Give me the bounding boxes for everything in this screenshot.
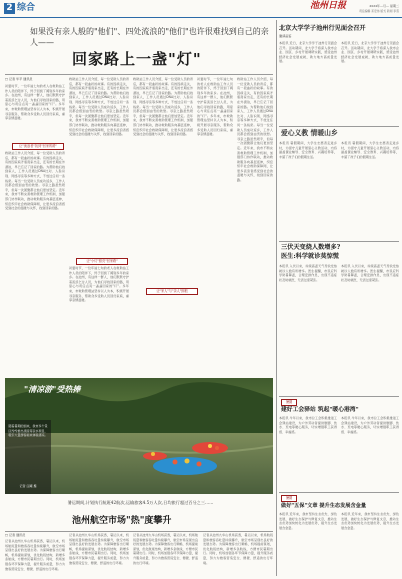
lead-byline: □ 记者 毕平 通讯员 — [5, 77, 33, 81]
story4-tag: 暑期 — [281, 399, 297, 406]
lead-kicker: 如果没有亲人般的"他们"、四处流浪的"他们"也许很难找到自己的亲人—— — [30, 27, 269, 47]
story4-col2: 本报讯 今年以来，我市总工会积极推进工会驿站建设，为户外劳动者提供歇脚、饮水、充电等暖心服务，切实增强职工获得感、幸福感。 — [341, 416, 399, 434]
lead-headline: 回家路上一盏"灯" — [72, 50, 202, 68]
lead-col3-text: 救助站工作人员介绍，每一位受助人员的背后，都有一段曲折的故事。有的因病走失，有的因家庭矛盾离家出走，还有的长期在外漂泊，早已忘记了回家的路。为帮助他们找到家人，工作人员通过DNA比对、人脸识别、网络寻亲等多种方式，不放过任何一条线索。每当一位受助人员成功返乡，工作人员都会感到由衷的欣慰。寻亲之路虽然艰辛，但每一次团聚都让他们更加坚定。近年来，我市不断完善救助管理工作机制，加强部门协作联动，推动救助服务向基层延伸，织密织牢社会救助保障网，让更多流浪者感受到社会的温暖与关怀，找到回家的路。 — [133, 77, 193, 137]
photo-caption-panel — [5, 420, 51, 494]
flight-col1: 记者从池州九华山机场获悉，暑运以来，机场航班量和旅客吞吐量持续攀升，航空市场呈现出良好的发展态势。为保障旅客出行顺畅，机场提前谋划，优化航班结构，新增多条航线，方便市民暑期出行。同时，机场加强各环节保障力量，提升服务质量，努力为旅客营造安全、便捷、舒适的出行环境。 — [5, 539, 65, 571]
lead-col1-text-2: 救助站工作人员介绍，每一位受助人员的背后，都有一段曲折的故事。有的因病走失，有的因家庭矛盾离家出走，还有的长期在外漂泊，早已忘记了回家的路。为帮助他们找到家人，工作人员通过DNA比对、人脸识别、网络寻亲等多种方式，不放过任何一条线索。每当一位受助人员成功返乡，工作人员都会感到由衷的欣慰。寻亲之路虽然艰辛，但每一次团聚都让他们更加坚定。近年来，我市不断完善救助管理工作机制，加强部门协作联动，推动救助服务向基层延伸，织密织牢社会救助保障网，让更多流浪者感受到社会的温暖与关怀，找到回家的路。 — [5, 151, 65, 211]
photo-credit: 记者 汪曦 摄 — [19, 484, 37, 488]
lead-col4-text: 初夏时节，一位年逾七旬的老人在救助站工作人员的陪伴下，终于回到了阔别多年的家乡。在池州，有这样一群人，他们默默守护着流浪乞讨人员，为他们寻找回家的路，用爱心与责任点亮一盏盏回家的"灯"。多年来，市救助管理站坚持以人为本，积极开展寻亲服务，帮助众多受助人员回归家庭，重享亲情温暖。 — [197, 77, 233, 137]
lead-rule — [5, 74, 273, 75]
story3-col2: 本报讯 入伏以来，持续高温天气导致发热就诊人数有所增多。医生提醒，市民应科学防暑降温，合理安排作息，出现不适症状及时就医，无需过度紧张。 — [341, 264, 399, 282]
lead-subhead-3: 让"家人"与"亲人"拥抱 — [146, 288, 198, 295]
story1-col2: 本报讯 近日，北京大学学子池州行见面会召开。活动期间，北大学子将深入我市企业、园区、乡村开展调研实践，感受池州经济社会发展成就，助力地方高质量发展。 — [341, 41, 399, 64]
flight-kicker: 暑运期间,计划执行航班42航次,运输旅客4.5万人次,日均旅行超过百分之三…… — [67, 500, 214, 505]
story2-rule — [279, 241, 399, 242]
story1-subtitle: 邀请品鉴 — [279, 34, 292, 38]
story1-rule — [279, 126, 399, 127]
photo-caption: 随着暑期的到来，我市多个景区纷纷推出漂流等亲水项目，吸引大量游客前来体验清凉。 — [8, 424, 48, 438]
page-number-badge: 2 — [4, 3, 15, 14]
section-name: 综合 — [17, 3, 36, 13]
header-rule — [0, 17, 402, 18]
story5-tag: 暑期 — [281, 495, 297, 502]
story3-title-line1: 三伏天变烧人数增多? — [281, 244, 341, 251]
story5-title: 做好"五保"文章 提升生态发展含金量 — [281, 503, 367, 509]
flight-col4: 记者从池州九华山机场获悉，暑运以来，机场航班量和旅客吞吐量持续攀升，航空市场呈现出良好的发展态势。为保障旅客出行顺畅，机场提前谋划，优化航班结构，新增多条航线，方便市民暑期出行。同时，机场加强各环节保障力量，提升服务质量，努力为旅客营造安全、便捷、舒适的出行环境。 — [203, 533, 273, 565]
date-line: 2024年—月— 星期二 — [369, 4, 399, 8]
story2-title: 爱心义教 情暖山乡 — [281, 129, 338, 137]
lead-col2-text: 救助站工作人员介绍，每一位受助人员的背后，都有一段曲折的故事。有的因病走失，有的因家庭矛盾离家出走，还有的长期在外漂泊，早已忘记了回家的路。为帮助他们找到家人，工作人员通过DNA比对、人脸识别、网络寻亲等多种方式，不放过任何一条线索。每当一位受助人员成功返乡，工作人员都会感到由衷的欣慰。寻亲之路虽然艰辛，但每一次团聚都让他们更加坚定。近年来，我市不断完善救助管理工作机制，加强部门协作联动，推动救助服务向基层延伸，织密织牢社会救助保障网，让更多流浪者感受到社会的温暖与关怀，找到回家的路。 — [69, 77, 129, 137]
flight-rule — [5, 531, 273, 532]
lead-col2-text-2: 初夏时节，一位年逾七旬的老人在救助站工作人员的陪伴下，终于回到了阔别多年的家乡。在池州，有这样一群人，他们默默守护着流浪乞讨人员，为他们寻找回家的路，用爱心与责任点亮一盏盏回家的"灯"。多年来，市救助管理站坚持以人为本，积极开展寻亲服务，帮助众多受助人员回归家庭，重享亲情温暖。 — [69, 266, 129, 303]
editor-line: 责任编辑 邓宏伟 版式 新闻 李晋 — [359, 9, 399, 13]
story4-title: 建好工会驿站 筑起"暖心港湾" — [281, 407, 359, 413]
masthead-logo: 池州日报 — [310, 1, 347, 11]
story5-col2: 本报讯 近年来，我市坚持生态优先、绿色发展，做好生态保护与修复文章，推动生态优势加快转化为发展优势，提升生态发展含金量。 — [341, 512, 399, 530]
story4-col1: 本报讯 今年以来，我市总工会积极推进工会驿站建设，为户外劳动者提供歇脚、饮水、充电等暖心服务，切实增强职工获得感、幸福感。 — [279, 416, 337, 434]
flight-byline: □ 记者 通讯员 — [5, 533, 26, 537]
lead-subhead-2: 让"小灯"照亮"回家路" — [76, 258, 128, 265]
story5-col1: 本报讯 近年来，我市坚持生态优先、绿色发展，做好生态保护与修复文章，推动生态优势加快转化为发展优势，提升生态发展含金量。 — [279, 512, 337, 530]
story4-rule — [279, 492, 399, 493]
story2-col2: 本报讯 暑假期间，大学生志愿者走进乡村，为留守儿童开展爱心义教活动，内容涵盖课业辅导、安全教育、兴趣培养等，丰富了孩子们的假期生活。 — [341, 141, 399, 159]
flight-col3: 记者从池州九华山机场获悉，暑运以来，机场航班量和旅客吞吐量持续攀升，航空市场呈现出良好的发展态势。为保障旅客出行顺畅，机场提前谋划，优化航班结构，新增多条航线，方便市民暑期出行。同时，机场加强各环节保障力量，提升服务质量，努力为旅客营造安全、便捷、舒适的出行环境。 — [133, 533, 198, 565]
flight-headline: 池州航空市场"热"度攀升 — [72, 516, 172, 526]
lead-subhead-1: 让"流浪者"找到"回家的路" — [12, 143, 64, 150]
flight-col2: 记者从池州九华山机场获悉，暑运以来，机场航班量和旅客吞吐量持续攀升，航空市场呈现出良好的发展态势。为保障旅客出行顺畅，机场提前谋划，优化航班结构，新增多条航线，方便市民暑期出行。同时，机场加强各环节保障力量，提升服务质量，努力为旅客营造安全、便捷、舒适的出行环境。 — [69, 533, 129, 565]
story1-title: 北京大学学子池州行见面会召开 — [279, 25, 366, 32]
story2-col1: 本报讯 暑假期间，大学生志愿者走进乡村，为留守儿童开展爱心义教活动，内容涵盖课业辅导、安全教育、兴趣培养等，丰富了孩子们的假期生活。 — [279, 141, 337, 159]
story3-rule — [279, 396, 399, 397]
lead-col1-text: 初夏时节，一位年逾七旬的老人在救助站工作人员的陪伴下，终于回到了阔别多年的家乡。在池州，有这样一群人，他们默默守护着流浪乞讨人员，为他们寻找回家的路，用爱心与责任点亮一盏盏回家的"灯"。多年来，市救助管理站坚持以人为本，积极开展寻亲服务，帮助众多受助人员回归家庭，重享亲情温暖。 — [5, 84, 65, 121]
story3-title-line2: 医生:科学就诊莫惊慌 — [281, 253, 339, 260]
right-col-divider — [276, 20, 277, 576]
story1-col1: 本报讯 近日，北京大学学子池州行见面会召开。活动期间，北大学子将深入我市企业、园区、乡村开展调研实践，感受池州经济社会发展成就，助力地方高质量发展。 — [279, 41, 337, 64]
photo-title: "清凉游"受热捧 — [24, 384, 81, 394]
lead-col5-text: 救助站工作人员介绍，每一位受助人员的背后，都有一段曲折的故事。有的因病走失，有的因家庭矛盾离家出走，还有的长期在外漂泊，早已忘记了回家的路。为帮助他们找到家人，工作人员通过DNA比对、人脸识别、网络寻亲等多种方式，不放过任何一条线索。每当一位受助人员成功返乡，工作人员都会感到由衷的欣慰。寻亲之路虽然艰辛，但每一次团聚都让他们更加坚定。近年来，我市不断完善救助管理工作机制，加强部门协作联动，推动救助服务向基层延伸，织密织牢社会救助保障网，让更多流浪者感受到社会的温暖与关怀，找到回家的路。 — [237, 77, 273, 183]
story3-col1: 本报讯 入伏以来，持续高温天气导致发热就诊人数有所增多。医生提醒，市民应科学防暑降温，合理安排作息，出现不适症状及时就医，无需过度紧张。 — [279, 264, 337, 282]
